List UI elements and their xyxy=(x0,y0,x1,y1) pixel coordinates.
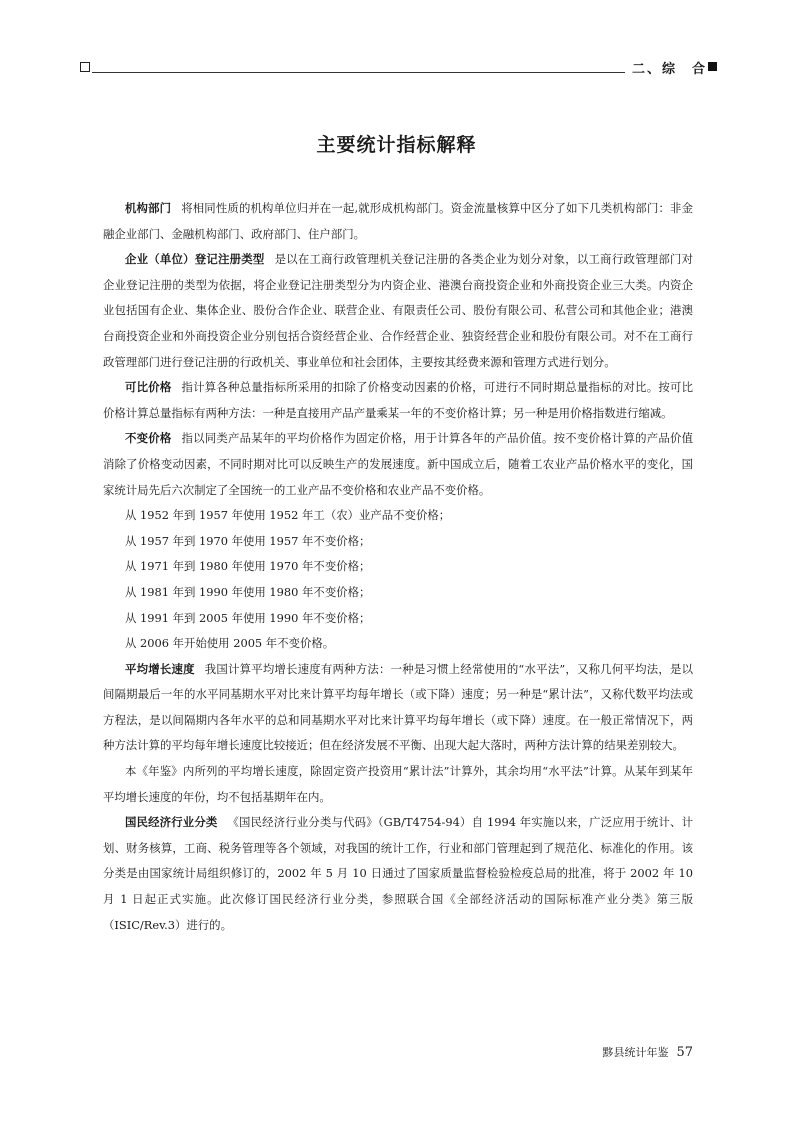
list-line: 从 1981 年到 1990 年使用 1980 年不变价格； xyxy=(125,584,371,599)
header-square-icon xyxy=(708,62,717,71)
term-definition: 指计算各种总量指标所采用的扣除了价格变动因素的价格，可进行不同时期总量指标的对比。按可比价格计算总量指标有两种方法：一种是直接用产品产量乘某一年的不变价格计算；另一种是用价格指数进行缩减。 xyxy=(103,380,693,420)
paragraph xyxy=(103,759,693,810)
term-definition: 我国计算平均增长速度有两种方法：一种是习惯上经常使用的“水平法”，又称几何平均法，是以间隔期最后一年的水平同基期水平对比来计算平均每年增长（或下降）速度；另一种是“累计法”，又称代数平均法或方程法，是以间隔期内各年水平的总和同基期水平对比来计算平均每年增长（或下降）速度。在一般正常情况下，两种方法计算的平均每年增长速度比较接近；但在经济发展不平衡、出现大起大落时，两种方法计算的结果差别较大。 xyxy=(103,661,693,753)
paragraph-text: 本《年鉴》内所列的平均增长速度，除固定资产投资用“累计法”计算外，其余均用“水平法”计算。从某年到某年平均增长速度的年份，均不包括基期年在内。 xyxy=(103,764,693,804)
term-label: 平均增长速度 xyxy=(125,661,195,676)
header-rule xyxy=(92,72,625,73)
paragraph xyxy=(103,529,693,555)
running-header xyxy=(80,58,717,78)
footer-book-title: 黟县统计年鉴 xyxy=(602,1046,669,1059)
term-definition: 是以在工商行政管理机关登记注册的各类企业为划分对象，以工商行政管理部门对企业登记注册的类型为依据，将企业登记注册类型分为内资企业、港澳台商投资企业和外商投资企业三大类。内资企业包括国有企业、集体企业、股份合作企业、联营企业、有限责任公司、股份有限公司、私营公司和其他企业；港澳台商投资企业和外商投资企业分别包括合资经营企业、合作经营企业、独资经营企业和股份有限公司。对不在工商行政管理部门进行登记注册的行政机关、事业单位和社会团体，主要按其经费来源和管理方式进行划分。 xyxy=(103,252,693,369)
paragraph xyxy=(103,247,693,375)
page-footer xyxy=(602,1044,693,1060)
page-title: 主要统计指标解释 xyxy=(316,134,477,156)
paragraph xyxy=(103,657,693,759)
term-definition: 将相同性质的机构单位归并在一起,就形成机构部门。资金流量核算中区分了如下几类机构部门：非金融企业部门、金融机构部门、政府部门、住户部门。 xyxy=(103,201,693,241)
header-section-title: 二、综 合 xyxy=(631,62,707,77)
paragraph xyxy=(103,631,693,657)
term-label: 企业（单位）登记注册类型 xyxy=(125,252,265,267)
paragraph xyxy=(103,580,693,606)
paragraph xyxy=(103,810,693,938)
term-definition: 指以同类产品某年的平均价格作为固定价格，用于计算各年的产品价值。按不变价格计算的产品价值消除了价格变动因素，不同时期对比可以反映生产的发展速度。新中国成立后，随着工农业产品价格水平的变化，国家统计局先后六次制定了全国统一的工业产品不变价格和农业产品不变价格。 xyxy=(103,431,693,497)
paragraph xyxy=(103,503,693,529)
paragraph xyxy=(103,426,693,503)
term-label: 国民经济行业分类 xyxy=(125,815,218,830)
paragraph xyxy=(103,554,693,580)
paragraph xyxy=(103,375,693,426)
list-line: 从 1957 年到 1970 年使用 1957 年不变价格； xyxy=(125,533,371,548)
paragraph xyxy=(103,606,693,632)
paragraph xyxy=(103,196,693,247)
list-line: 从 1971 年到 1980 年使用 1970 年不变价格； xyxy=(125,559,371,574)
header-box-icon xyxy=(80,62,90,72)
list-line: 从 2006 年开始使用 2005 年不变价格。 xyxy=(125,636,335,651)
list-line: 从 1991 年到 2005 年使用 1990 年不变价格； xyxy=(125,610,371,625)
term-label: 可比价格 xyxy=(125,380,172,395)
list-line: 从 1952 年到 1957 年使用 1952 年工（农）业产品不变价格； xyxy=(125,508,451,523)
page-number: 57 xyxy=(676,1045,693,1060)
term-definition: 《国民经济行业分类与代码》（GB/T4754-94）自 1994 年实施以来，广泛应用于统计、计划、财务核算，工商、税务管理等各个领域，对我国的统计工作，行业和部门管理起到了规范化、标准化的作用。该分类是由国家统计局组织修订的，2002 年 5 月 10 日通过了国家质量监督检验检疫总局的批准，将于 2002 年 10 月 1 日起正式实施。此次修订国民经济行业分类，参照联合国《全部经济活动的国际标准产业分类》第三版（ISIC/Rev.3）进行的。 xyxy=(103,815,693,932)
definitions-body xyxy=(103,196,693,938)
term-label: 不变价格 xyxy=(125,431,172,446)
term-label: 机构部门 xyxy=(125,201,172,215)
